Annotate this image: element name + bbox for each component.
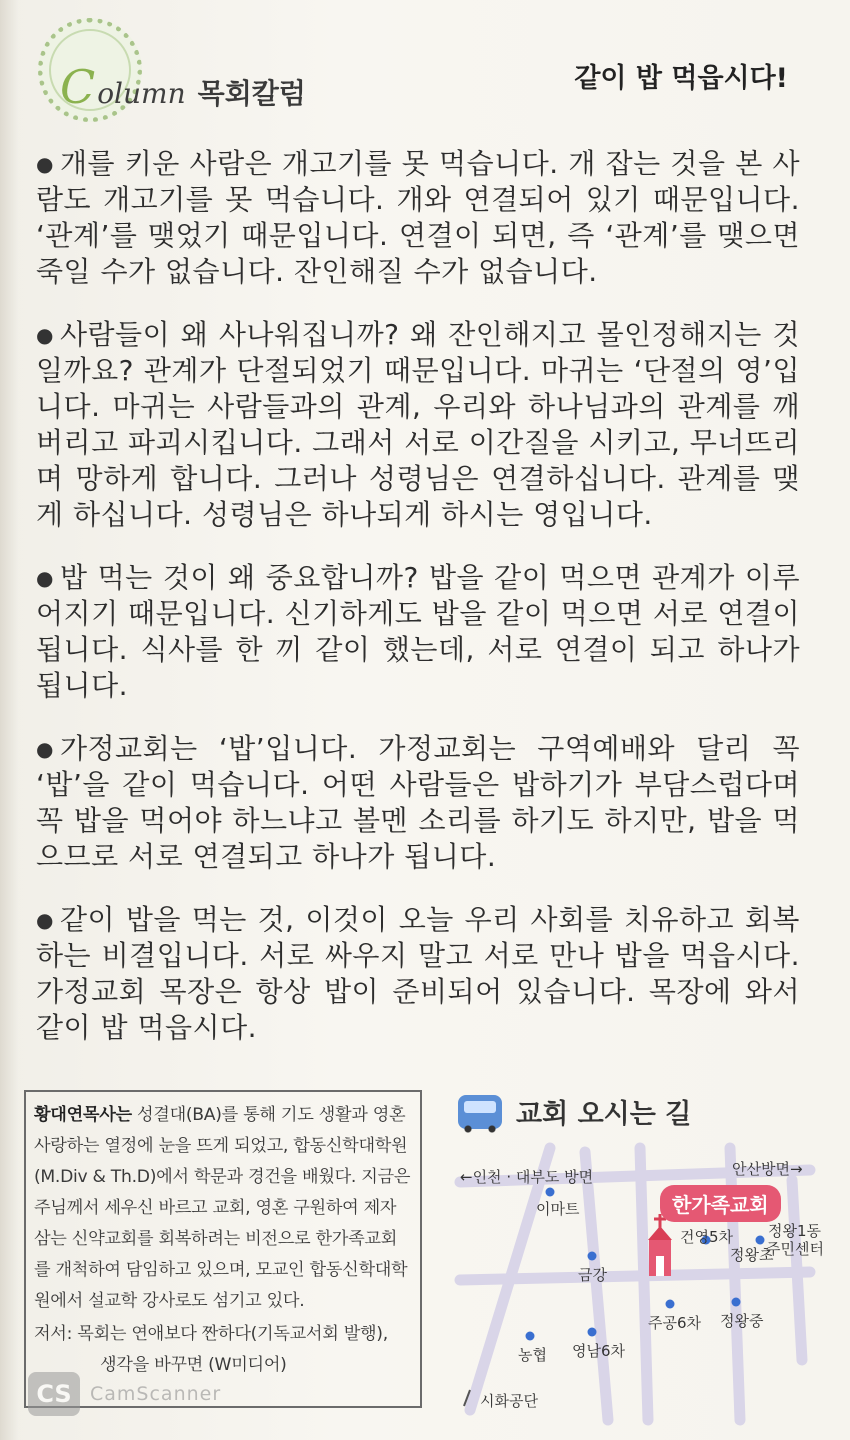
map-label-nonghyup: 농협 xyxy=(518,1346,547,1364)
bullet-icon: ● xyxy=(36,737,54,761)
bullet-icon: ● xyxy=(36,566,54,590)
map-title: 교회 오시는 길 xyxy=(516,1099,692,1130)
camscanner-logo: CS xyxy=(28,1372,80,1416)
paragraph: ● 밥 먹는 것이 왜 중요합니까? 밥을 같이 먹으면 관계가 이루어지기 때문입니다. 신기하게도 밥을 같이 먹으면 서로 연결이 됩니다. 식사를 한 끼 같이 했는데, 서로 연결이 되고 하나가 됩니다. xyxy=(36,561,800,702)
map-label-geumgang: 금강 xyxy=(578,1266,607,1284)
author-name: 황대연목사는 xyxy=(34,1105,132,1125)
article-title: 같이 밥 먹읍시다! xyxy=(574,63,788,94)
map-label-jugong: 주공6차 xyxy=(648,1314,702,1332)
directions-map xyxy=(440,1140,826,1428)
paragraph: ● 가정교회는 ‘밥’입니다. 가정교회는 구역예배와 달리 꼭 ‘밥’을 같이 먹습니다. 어떤 사람들은 밥하기가 부담스럽다며 꼭 밥을 먹어야 하느냐고 볼멘 소리를 하기도 하지만, 밥을 먹으므로 서로 연결되고 하나가 됩니다. xyxy=(36,732,800,873)
church-icon xyxy=(648,1214,672,1276)
column-korean-label: 목회칼럼 xyxy=(197,77,306,110)
article-body xyxy=(36,146,800,1073)
map-label-incheon: ←인천 · 대부도 방면 xyxy=(460,1168,594,1186)
camscanner-watermark xyxy=(28,1372,221,1416)
paragraph: ● 개를 키운 사람은 개고기를 못 먹습니다. 개 잡는 것을 본 사람도 개고기를 못 먹습니다. 개와 연결되어 있기 때문입니다. ‘관계’를 맺었기 때문입니다. 연결이 되면, 즉 ‘관계’를 맺으면 죽일 수가 없습니다. 잔인해질 수가 없습니다. xyxy=(36,147,800,288)
bus-icon xyxy=(458,1095,502,1129)
column-heading xyxy=(60,60,306,114)
camscanner-text: CamScanner xyxy=(90,1383,222,1405)
map-label-youngnam: 영남6차 xyxy=(572,1342,626,1360)
books-line-2: 생각을 바꾸면 (W미디어) xyxy=(100,1355,287,1375)
author-bio-text: 성결대(BA)를 통해 기도 생활과 영혼 사랑하는 열정에 눈을 뜨게 되었고, 합동신학대학원(M.Div & Th.D)에서 학문과 경건을 배웠다. 지금은 주님께서 세우신 바르고 교회, 영혼 구원하여 제자 삼는 신약교회를 회복하려는 비전으로 한가족교회를 개척하여 담임하고 있으며, 모교인 합동신학대학원에서 설교학 강사로도 섬기고 있다. xyxy=(34,1105,411,1311)
column-initial: C xyxy=(60,60,96,114)
paragraph: ● 같이 밥을 먹는 것, 이것이 오늘 우리 사회를 치유하고 회복하는 비결입니다. 서로 싸우지 말고 서로 만나 밥을 먹읍시다. 가정교회 목장은 항상 밥이 준비되어 있습니다. 목장에 와서 같이 밥 먹읍시다. xyxy=(36,903,800,1044)
map-label-sihwa: 시화공단 xyxy=(480,1392,538,1410)
bullet-icon: ● xyxy=(36,152,54,176)
map-label-ansan: 안산방면→ xyxy=(732,1160,803,1178)
church-name-badge: 한가족교회 xyxy=(660,1185,781,1222)
map-label-jeongwangjung: 정왕중 xyxy=(720,1312,764,1330)
map-label-emart: 이마트 xyxy=(536,1200,580,1218)
map-label-community-center: 주민센터 xyxy=(766,1240,824,1258)
books-line-1: 저서: 목회는 연애보다 짠하다(기독교서회 발행), xyxy=(34,1324,388,1344)
bullet-icon: ● xyxy=(36,323,54,347)
author-bio-box xyxy=(24,1090,422,1408)
map-label-jeongwangcho: 정왕초 xyxy=(730,1246,774,1264)
map-header xyxy=(458,1092,691,1131)
column-word: olumn xyxy=(97,77,186,110)
map-label-jeongwang1: 정왕1동 xyxy=(768,1222,822,1240)
map-label-geonyoung: 건영5차 xyxy=(680,1228,734,1246)
paragraph: ● 사람들이 왜 사나워집니까? 왜 잔인해지고 몰인정해지는 것일까요? 관계가 단절되었기 때문입니다. 마귀는 ‘단절의 영’입니다. 마귀는 사람들과의 관계, 우리와 하나님과의 관계를 깨버리고 파괴시킵니다. 그래서 서로 이간질을 시키고, 무너뜨리며 망하게 합니다. 그러나 성령님은 연결하십니다. 관계를 맺게 하십니다. 성령님은 하나되게 하시는 영입니다. xyxy=(36,318,800,531)
bullet-icon: ● xyxy=(36,908,54,932)
